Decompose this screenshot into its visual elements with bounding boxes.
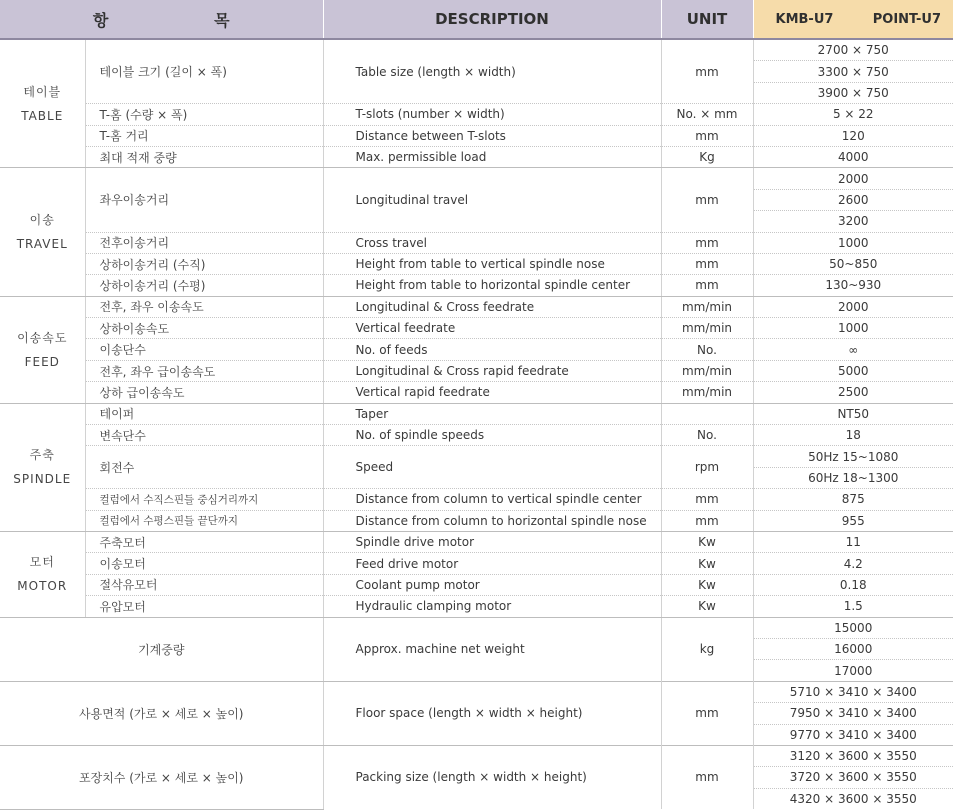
description-text: Vertical feedrate xyxy=(323,318,661,339)
description-text: Distance from column to horizontal spindle nose xyxy=(323,510,661,531)
header-unit: UNIT xyxy=(661,0,753,39)
header-model-1: KMB-U7 xyxy=(775,11,834,27)
category-motor-en: MOTOR xyxy=(17,579,68,594)
category-feed xyxy=(0,296,85,403)
spec-value: 50~850 xyxy=(753,253,953,274)
unit-text: mm xyxy=(661,275,753,296)
spec-value: 9770 × 3410 × 3400 xyxy=(753,724,953,745)
category-feed-en: FEED xyxy=(24,354,60,369)
description-text: Packing size (length × width × height) xyxy=(323,745,661,809)
spec-value: 1000 xyxy=(753,232,953,253)
spec-value: 16000 xyxy=(753,638,953,659)
item-label: 최대 적재 중량 xyxy=(85,146,323,167)
item-label: 회전수 xyxy=(85,446,323,489)
spec-value: 955 xyxy=(753,510,953,531)
description-text: Distance from column to vertical spindle center xyxy=(323,489,661,510)
item-label: 변속단수 xyxy=(85,425,323,446)
spec-value: 5710 × 3410 × 3400 xyxy=(753,681,953,702)
description-text: Floor space (length × width × height) xyxy=(323,681,661,745)
item-label: 좌우이송거리 xyxy=(85,168,323,232)
item-label: 기계중량 xyxy=(0,617,323,681)
category-table-en: TABLE xyxy=(21,108,64,123)
spec-value: 2600 xyxy=(753,189,953,210)
spec-value: NT50 xyxy=(753,403,953,424)
category-table-kr: 테이블 xyxy=(23,84,62,99)
unit-text: mm xyxy=(661,745,753,809)
description-text: No. of spindle speeds xyxy=(323,425,661,446)
category-travel-en: TRAVEL xyxy=(16,237,68,252)
unit-text: kg xyxy=(661,617,753,681)
header-model-2: POINT-U7 xyxy=(872,11,941,27)
item-label: 포장치수 (가로 × 세로 × 높이) xyxy=(0,745,323,809)
item-label: 이송모터 xyxy=(85,553,323,574)
header-model xyxy=(753,0,953,39)
spec-value: 120 xyxy=(753,125,953,146)
unit-text: Kw xyxy=(661,553,753,574)
description-text: Vertical rapid feedrate xyxy=(323,382,661,403)
description-text: Taper xyxy=(323,403,661,424)
spec-value: 3300 × 750 xyxy=(753,61,953,82)
unit-text: Kw xyxy=(661,574,753,595)
unit-text xyxy=(661,403,753,424)
item-label: 전후이송거리 xyxy=(85,232,323,253)
unit-text: mm xyxy=(661,489,753,510)
category-spindle xyxy=(0,403,85,531)
unit-text: Kg xyxy=(661,146,753,167)
description-text: No. of feeds xyxy=(323,339,661,360)
spec-value: 5 × 22 xyxy=(753,104,953,125)
description-text: Table size (length × width) xyxy=(323,39,661,104)
category-travel xyxy=(0,168,85,296)
unit-text: No. xyxy=(661,425,753,446)
item-label: 테이퍼 xyxy=(85,403,323,424)
description-text: Max. permissible load xyxy=(323,146,661,167)
unit-text: mm xyxy=(661,168,753,232)
item-label: 주축모터 xyxy=(85,531,323,552)
unit-text: mm/min xyxy=(661,318,753,339)
header-row xyxy=(0,0,953,39)
unit-text: mm xyxy=(661,253,753,274)
item-label: 전후, 좌우 급이송속도 xyxy=(85,360,323,381)
spec-value: 0.18 xyxy=(753,574,953,595)
item-label: 상하 급이송속도 xyxy=(85,382,323,403)
item-label: T-홈 거리 xyxy=(85,125,323,146)
description-text: Approx. machine net weight xyxy=(323,617,661,681)
description-text: Height from table to vertical spindle nose xyxy=(323,253,661,274)
header-item xyxy=(0,0,323,39)
spec-value: 7950 × 3410 × 3400 xyxy=(753,703,953,724)
unit-text: No. × mm xyxy=(661,104,753,125)
category-motor xyxy=(0,531,85,617)
spec-value: 2000 xyxy=(753,168,953,189)
item-label: T-홈 (수량 × 폭) xyxy=(85,104,323,125)
item-label: 유압모터 xyxy=(85,596,323,617)
spec-value: 2500 xyxy=(753,382,953,403)
category-motor-kr: 모터 xyxy=(29,555,55,570)
spec-value: 875 xyxy=(753,489,953,510)
spec-value: 4320 × 3600 × 3550 xyxy=(753,788,953,809)
spec-value: 3900 × 750 xyxy=(753,82,953,103)
description-text: Spindle drive motor xyxy=(323,531,661,552)
description-text: Speed xyxy=(323,446,661,489)
unit-text: mm xyxy=(661,39,753,104)
description-text: Coolant pump motor xyxy=(323,574,661,595)
description-text: Hydraulic clamping motor xyxy=(323,596,661,617)
spec-value: 5000 xyxy=(753,360,953,381)
description-text: Cross travel xyxy=(323,232,661,253)
item-label: 상하이송거리 (수평) xyxy=(85,275,323,296)
spec-value: 130~930 xyxy=(753,275,953,296)
description-text: Height from table to horizontal spindle center xyxy=(323,275,661,296)
item-label: 컬럼에서 수직스핀들 중심거리까지 xyxy=(85,489,323,510)
description-text: Longitudinal travel xyxy=(323,168,661,232)
item-label: 이송단수 xyxy=(85,339,323,360)
header-description: DESCRIPTION xyxy=(323,0,661,39)
description-text: Feed drive motor xyxy=(323,553,661,574)
item-label: 상하이송속도 xyxy=(85,318,323,339)
spec-value: ∞ xyxy=(753,339,953,360)
unit-text: rpm xyxy=(661,446,753,489)
spec-value: 11 xyxy=(753,531,953,552)
description-text: T-slots (number × width) xyxy=(323,104,661,125)
item-label: 테이블 크기 (길이 × 폭) xyxy=(85,39,323,104)
spec-value: 3200 xyxy=(753,211,953,232)
spec-value: 50Hz 15~1080 xyxy=(753,446,953,467)
category-spindle-en: SPINDLE xyxy=(13,472,72,487)
category-spindle-kr: 주축 xyxy=(29,448,55,463)
category-feed-kr: 이송속도 xyxy=(17,330,68,345)
item-label: 컬럼에서 수평스핀들 끝단까지 xyxy=(85,510,323,531)
item-label: 전후, 좌우 이송속도 xyxy=(85,296,323,317)
spec-value: 1.5 xyxy=(753,596,953,617)
item-label: 상하이송거리 (수직) xyxy=(85,253,323,274)
description-text: Longitudinal & Cross feedrate xyxy=(323,296,661,317)
category-table xyxy=(0,39,85,168)
unit-text: mm xyxy=(661,125,753,146)
spec-value: 3120 × 3600 × 3550 xyxy=(753,745,953,766)
unit-text: Kw xyxy=(661,531,753,552)
unit-text: mm/min xyxy=(661,360,753,381)
spec-value: 17000 xyxy=(753,660,953,681)
unit-text: mm/min xyxy=(661,296,753,317)
unit-text: Kw xyxy=(661,596,753,617)
unit-text: mm xyxy=(661,510,753,531)
unit-text: No. xyxy=(661,339,753,360)
spec-value: 2700 × 750 xyxy=(753,39,953,61)
unit-text: mm xyxy=(661,232,753,253)
unit-text: mm/min xyxy=(661,382,753,403)
item-label: 사용면적 (가로 × 세로 × 높이) xyxy=(0,681,323,745)
spec-value: 1000 xyxy=(753,318,953,339)
spec-value: 3720 × 3600 × 3550 xyxy=(753,767,953,788)
description-text: Distance between T-slots xyxy=(323,125,661,146)
spec-value: 2000 xyxy=(753,296,953,317)
spec-value: 60Hz 18~1300 xyxy=(753,467,953,488)
header-item-kr-1: 항 xyxy=(92,10,109,30)
category-travel-kr: 이송 xyxy=(29,213,55,228)
spec-value: 18 xyxy=(753,425,953,446)
description-text: Longitudinal & Cross rapid feedrate xyxy=(323,360,661,381)
spec-value: 4000 xyxy=(753,146,953,167)
unit-text: mm xyxy=(661,681,753,745)
spec-value: 15000 xyxy=(753,617,953,638)
item-label: 절삭유모터 xyxy=(85,574,323,595)
header-item-kr-2: 목 xyxy=(214,10,230,30)
spec-value: 4.2 xyxy=(753,553,953,574)
